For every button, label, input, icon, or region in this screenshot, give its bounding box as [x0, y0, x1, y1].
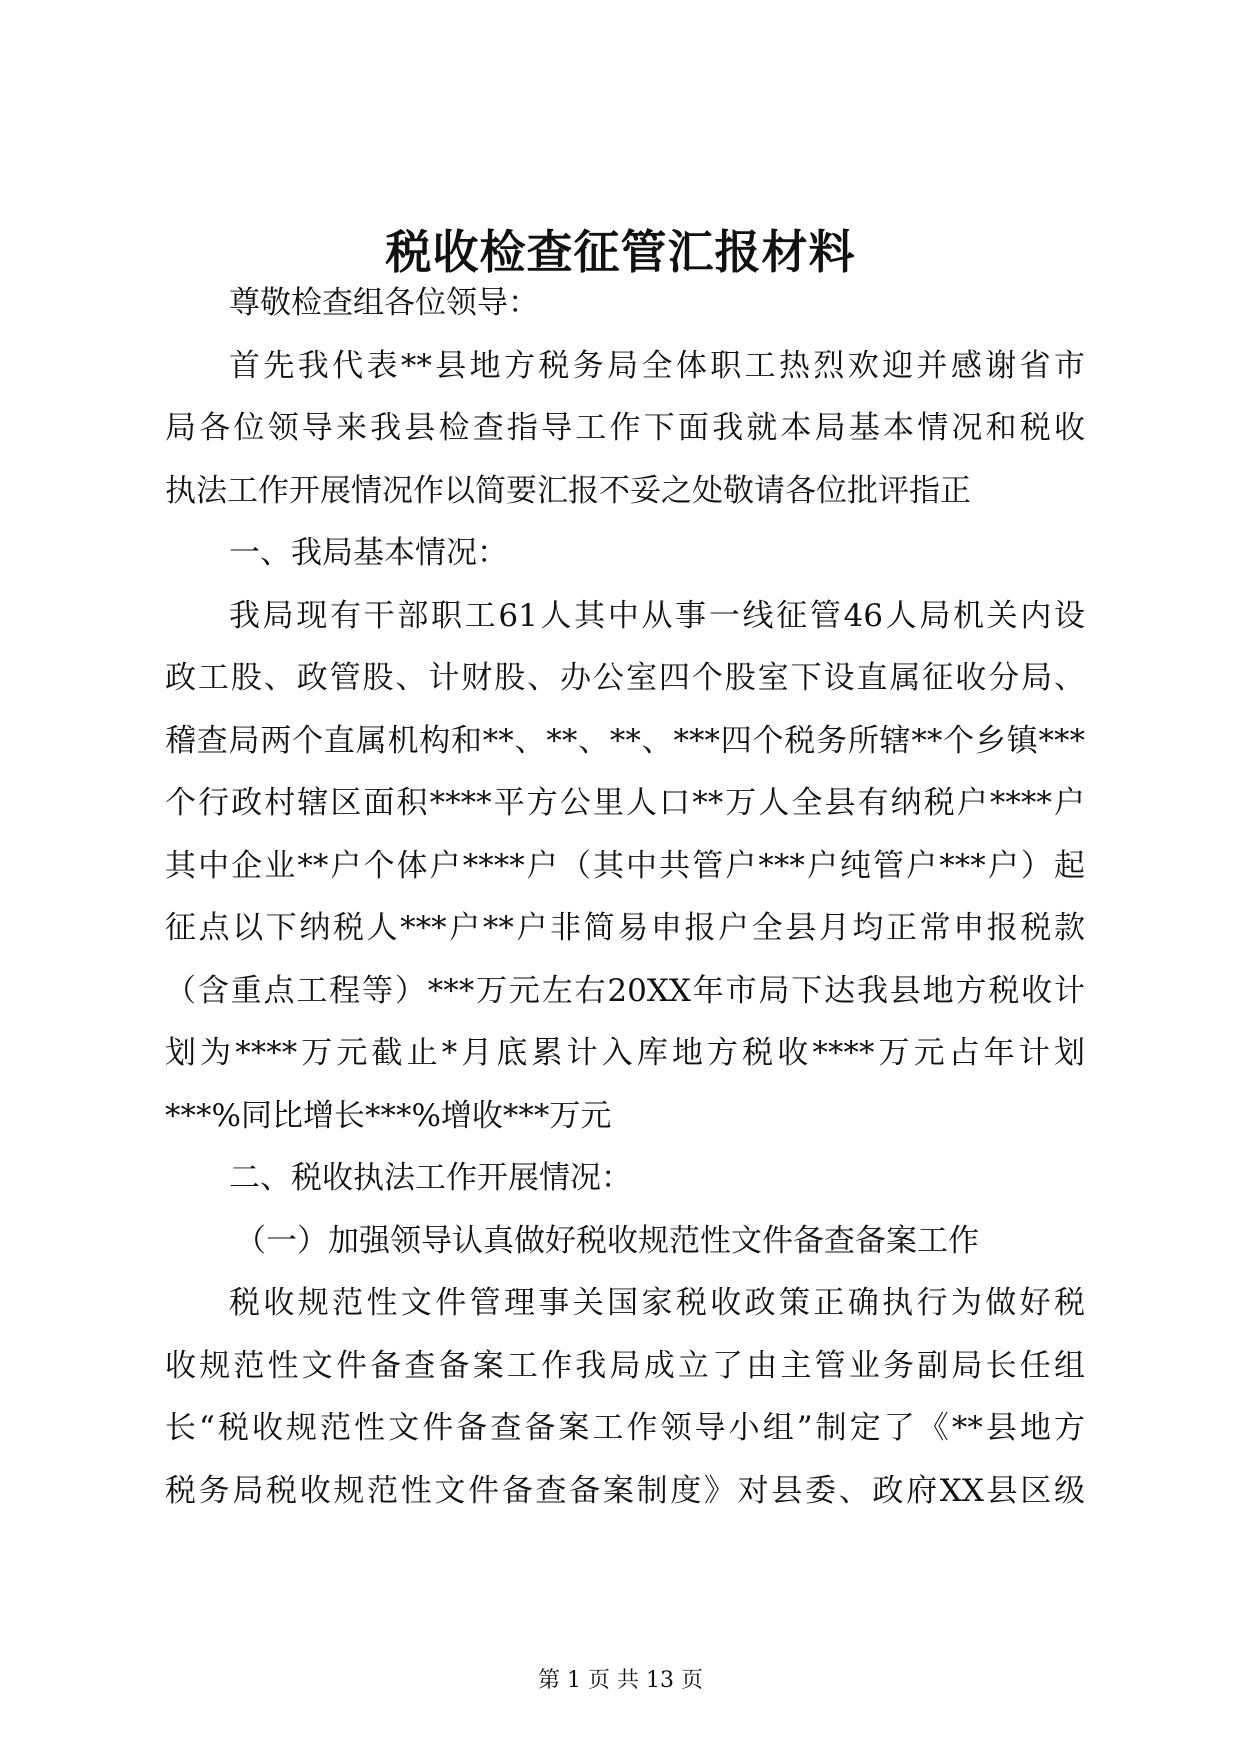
- document-body: [165, 272, 1085, 1522]
- paragraph-line: （含重点工程等）***万元左右20XX年市局下达我县地方税收计: [165, 972, 1085, 1009]
- paragraph-line: 政工股、政管股、计财股、办公室四个股室下设直属征收分局、: [165, 660, 1085, 696]
- page-footer: 第 1 页 共 13 页: [538, 1668, 703, 1693]
- subsection-heading: （一）加强领导认真做好税收规范性文件备查备案工作: [235, 1222, 979, 1259]
- salutation: 尊敬检查组各位领导：: [229, 285, 539, 321]
- paragraph-line: 征点以下纳税人***户**户非简易申报户全县月均正常申报税款: [165, 910, 1085, 946]
- paragraph-line: 稽查局两个直属机构和**、**、**、***四个税务所辖**个乡镇***: [165, 722, 1085, 759]
- paragraph-line: 划为****万元截止*月底累计入库地方税收****万元占年计划: [165, 1035, 1085, 1071]
- section-heading: 二、税收执法工作开展情况：: [229, 1160, 632, 1196]
- paragraph-line: 局各位领导来我县检查指导工作下面我就本局基本情况和税收: [165, 410, 1085, 446]
- document-title: 税收检查征管汇报材料: [385, 225, 856, 279]
- paragraph-line: 长“税收规范性文件备查备案工作领导小组”制定了《**县地方: [165, 1410, 1085, 1446]
- paragraph-line: ***%同比增长***%增收***万元: [165, 1097, 612, 1134]
- paragraph-line: 首先我代表**县地方税务局全体职工热烈欢迎并感谢省市: [229, 347, 1085, 384]
- paragraph-line: 税务局税收规范性文件备查备案制度》对县委、政府XX县区级: [165, 1472, 1085, 1509]
- section-heading: 一、我局基本情况：: [229, 535, 508, 571]
- paragraph-line: 税收规范性文件管理事关国家税收政策正确执行为做好税: [229, 1285, 1085, 1321]
- paragraph-line: 个行政村辖区面积****平方公里人口**万人全县有纳税户****户: [165, 785, 1085, 821]
- paragraph-line: 我局现有干部职工61人其中从事一线征管46人局机关内设: [229, 597, 1085, 634]
- paragraph-line: 执法工作开展情况作以简要汇报不妥之处敬请各位批评指正: [165, 472, 971, 509]
- paragraph-line: 收规范性文件备查备案工作我局成立了由主管业务副局长任组: [165, 1347, 1085, 1384]
- paragraph-line: 其中企业**户个体户****户（其中共管户***户纯管户***户）起: [165, 847, 1085, 884]
